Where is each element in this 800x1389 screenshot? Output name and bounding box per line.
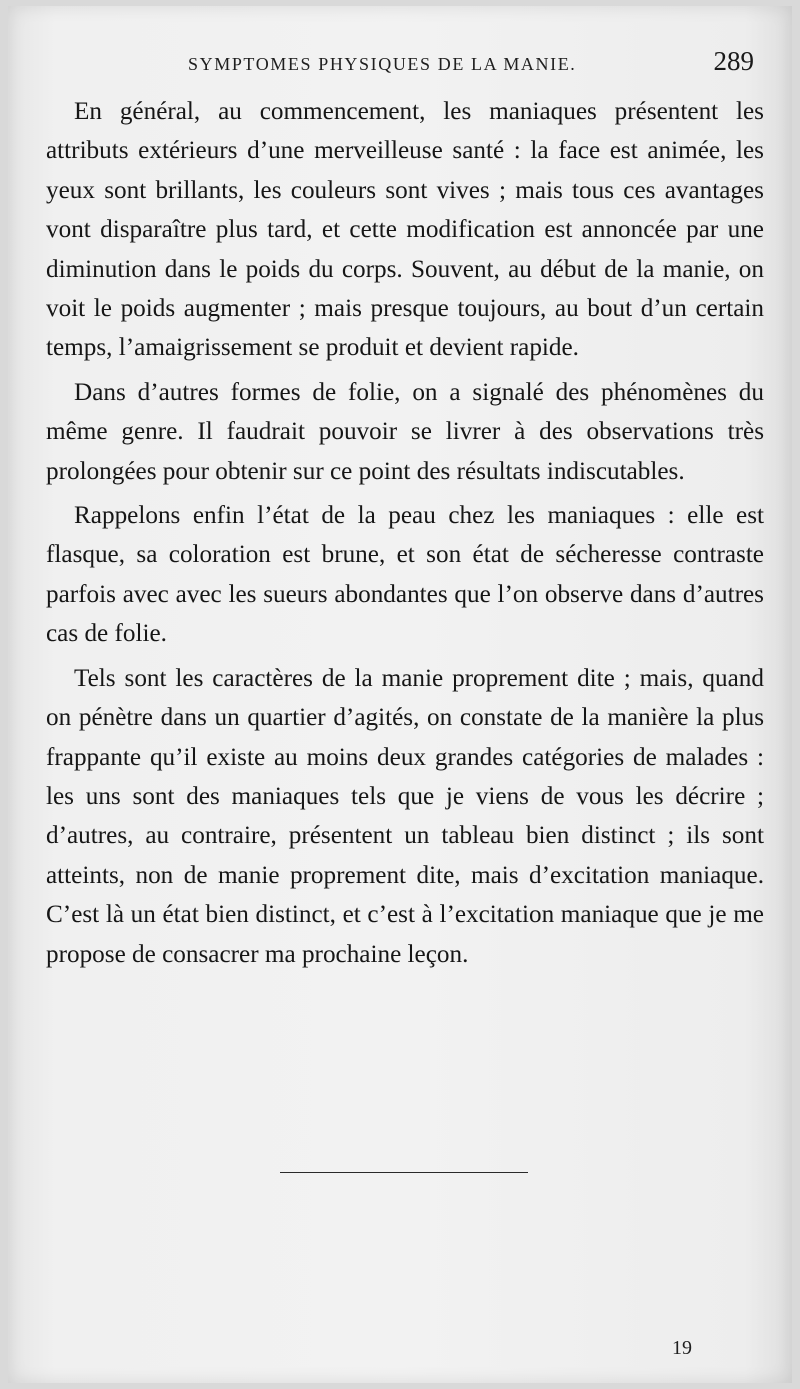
- paragraph: Rappelons enfin l’état de la peau chez les maniaques : elle est flasque, sa coloration est brune, et son état de sécheresse contraste parfois avec avec les sueurs abondantes que l’on observe dans d’autres cas de folie.: [46, 502, 764, 648]
- page-number: 289: [713, 46, 754, 76]
- paragraph: Dans d’autres formes de folie, on a signalé des phénomènes du même genre. Il faudrait pouvoir se livrer à des observations très prolongées pour obtenir sur ce point des résultats indiscutables.: [46, 378, 764, 485]
- page-header: [8, 46, 792, 82]
- paragraph: Tels sont les caractères de la manie proprement dite ; mais, quand on pénètre dans un quartier d’agités, on constate de la manière la plus frappante qu’il existe au moins deux grandes catégories de malades : les uns sont des maniaques tels que je viens de vous les décrire ; d’autres, au contraire, présentent un tableau bien distinct ; ils sont atteints, non de manie proprement dite, mais d’excitation maniaque. C’est là un état bien distinct, et c’est à l’excitation maniaque que je me propose de consacrer ma prochaine leçon.: [46, 664, 764, 968]
- running-title: SYMPTOMES PHYSIQUES DE LA MANIE.: [188, 54, 577, 74]
- signature-mark: 19: [672, 1337, 692, 1359]
- paragraph: En général, au commencement, les maniaques présentent les attributs extérieurs d’une merveilleuse santé : la face est animée, les yeux sont brillants, les couleurs sont vives ; mais tous ces avantages vont disparaître plus tard, et cette modification est annoncée par une diminution dans le poids du corps. Souvent, au début de la manie, on voit le poids augmenter ; mais presque toujours, au bout d’un certain temps, l’amaigrissement se produit et devient rapide.: [46, 98, 764, 362]
- book-page: [8, 6, 792, 1383]
- end-of-chapter-rule: [280, 1172, 528, 1173]
- body-text: [46, 92, 764, 979]
